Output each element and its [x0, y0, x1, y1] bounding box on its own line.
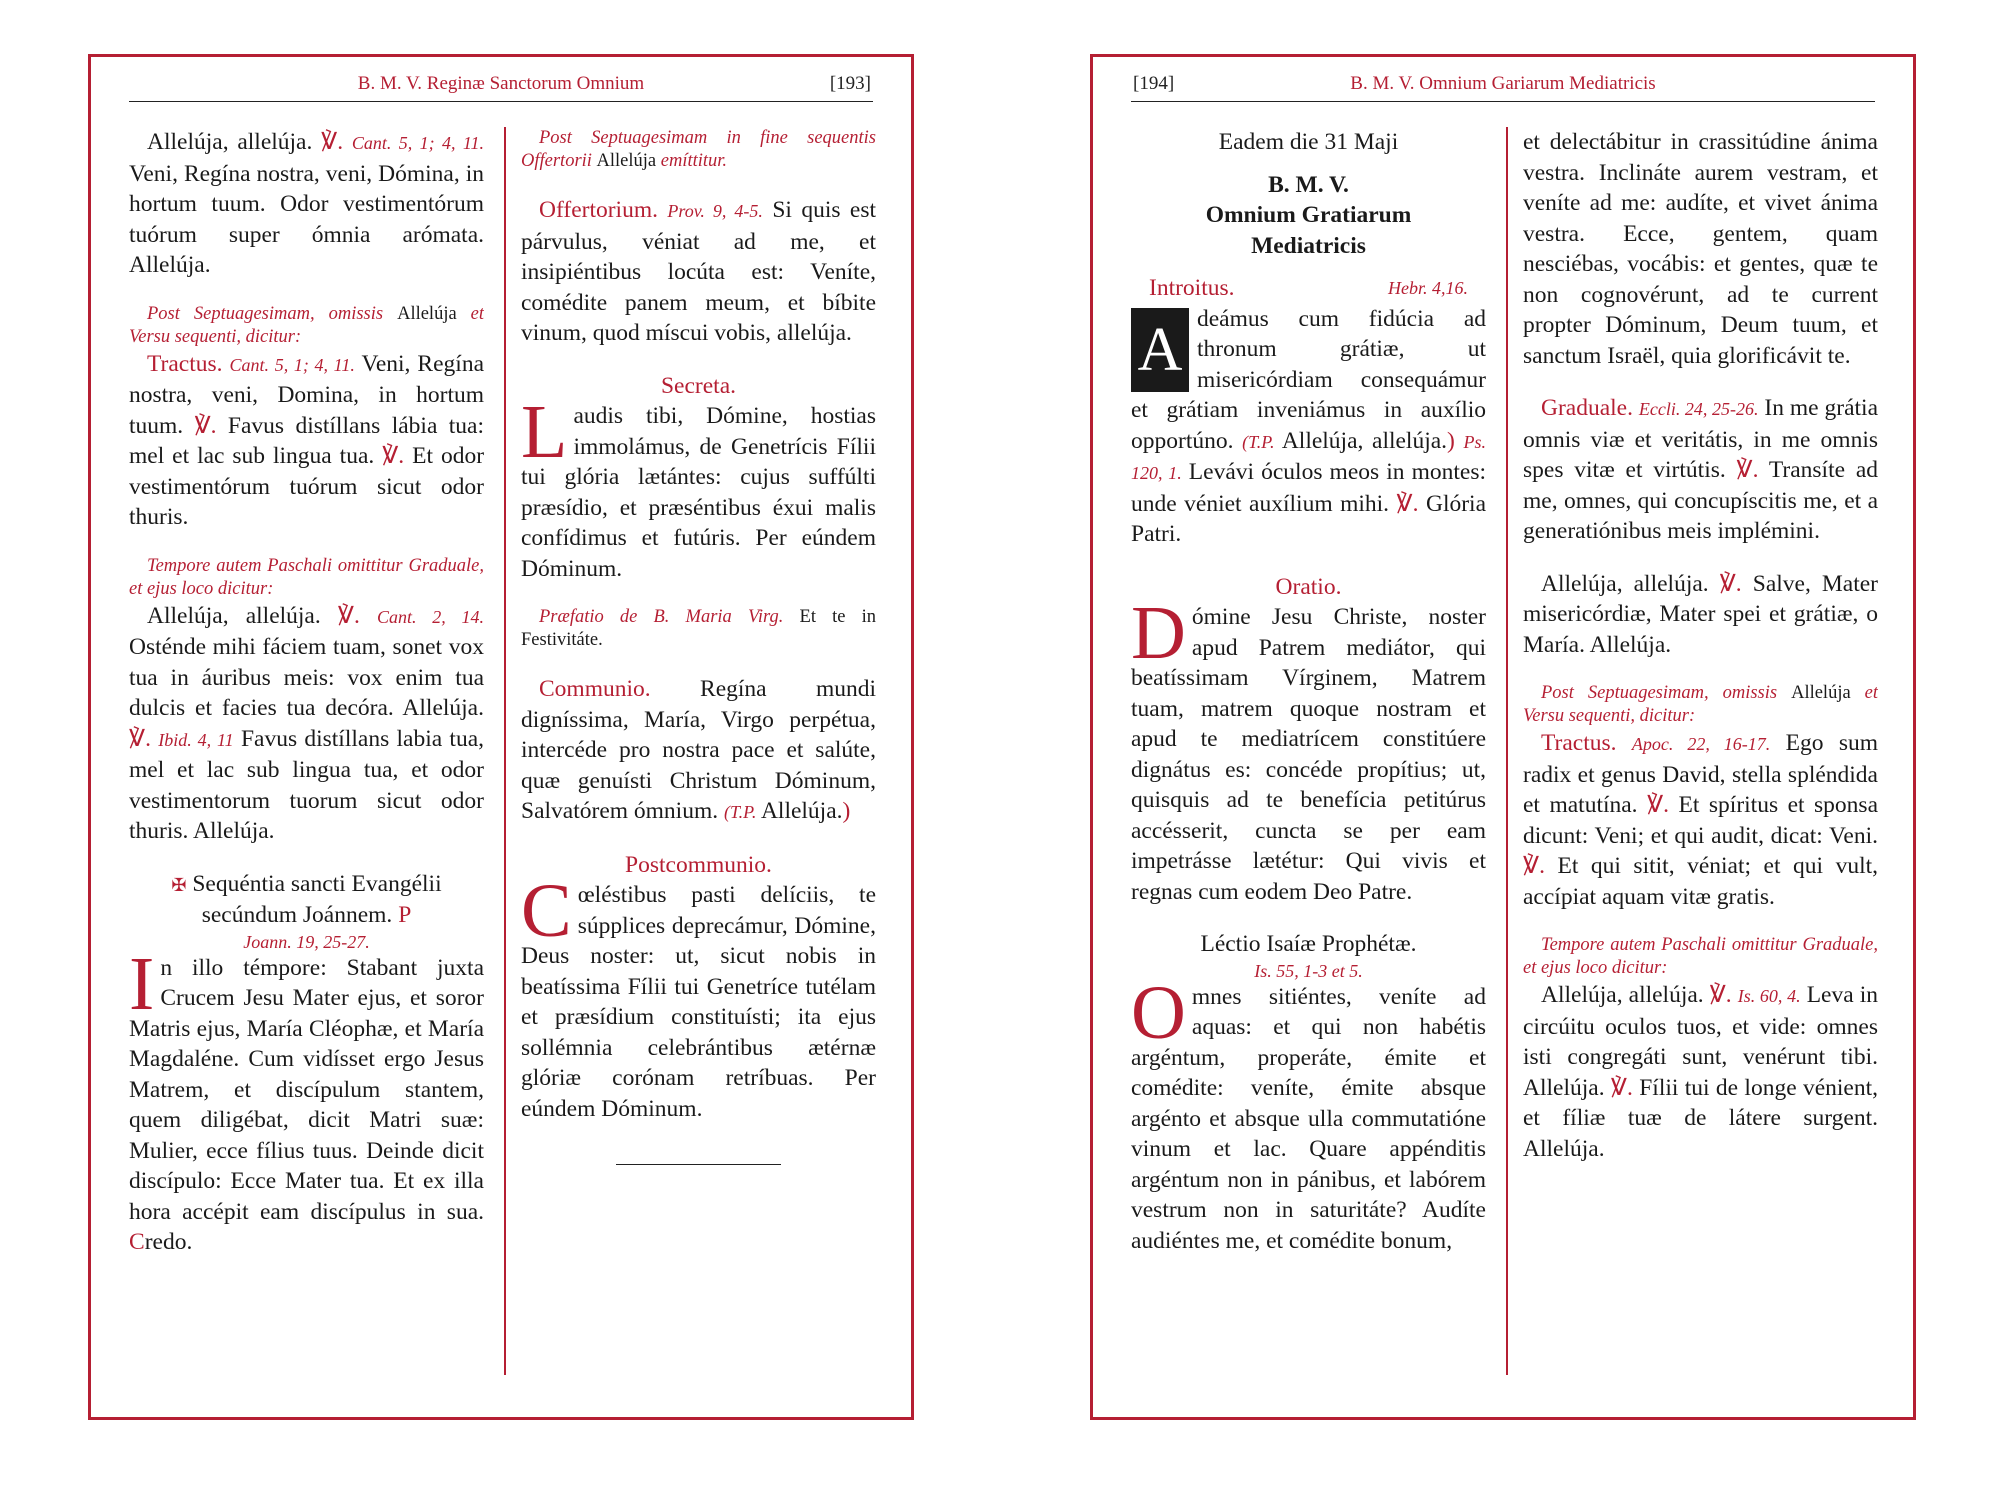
- tractus-text: Ego sum radix et genus David, stella spléndida et matutína.: [1523, 730, 1878, 818]
- date-line: Eadem die 31 Maji: [1218, 129, 1399, 155]
- postcommunio-heading: Postcommunio.: [625, 851, 772, 878]
- rubric-septuagesima: [129, 303, 484, 349]
- end-rule: [616, 1164, 781, 1165]
- rubric-upright: Allelúja: [596, 151, 657, 171]
- rubric-text: Post Septuagesimam, omissis: [147, 303, 384, 324]
- drop-cap: O: [1131, 970, 1186, 1055]
- gloria-text: Glória Patri.: [1131, 490, 1486, 547]
- cross-icon: ✠: [171, 874, 187, 895]
- left-column-1: [129, 127, 484, 1381]
- right-column-1: [1131, 127, 1486, 1381]
- gospel-title: Sequéntia sancti Evangélii: [192, 870, 442, 897]
- right-column-2: [1523, 127, 1878, 1381]
- left-column-2: [521, 127, 876, 1381]
- psalm-text: Levávi óculos meos in montes: unde véniet auxílium mihi.: [1131, 459, 1486, 517]
- offertory-text: Si quis est párvulus, véniat ad me, et insipiéntibus locúta est: Veníte, comédite panem meum, et bíbite vinum, quod míscui vobis, allelúja.: [521, 197, 876, 346]
- tractus-text: Et spíritus et sponsa dicunt: Veni; et qui audit, dicat: Veni.: [1523, 792, 1878, 849]
- postcommunio-body: œléstibus pasti delíciis, te súpplices deprecámur, Dómine, Deus noster: ut, sicut nobis in beatíssima Fílii tui Genetríce tutélam et præsídium constituísti; ita ejus sollémnia celebrántibus ætérnæ glóriæ corónam retríbuas. Per eúndem Dóminum.: [521, 882, 876, 1122]
- scripture-ref: Eccli. 24, 25-26.: [1638, 399, 1759, 419]
- alleluia-intro: Allelúja, allelúja.: [1541, 570, 1709, 597]
- tp-close: ): [1447, 427, 1455, 454]
- alleluia-intro: Allelúja, allelúja.: [147, 129, 313, 155]
- lectio-body: mnes sitiéntes, veníte ad aquas: et qui non habétis argéntum, properáte, émite et comédite: veníte, émite absque argénto et absque ulla commutatióne vinum et lac. Quare appénditis argéntum non in pánibus, et labórem vestrum non in saturitáte? Audíte audiéntes me, et comédite bonum,: [1131, 983, 1486, 1254]
- alleluia-intro: Allelúja, allelúja.: [147, 602, 321, 629]
- credo-initial: C: [129, 1229, 145, 1255]
- paschal-alleluia: [129, 601, 484, 847]
- rubric-upright: Allelúja: [397, 303, 457, 324]
- paschal-text: Fílii tui de longe vénient, et fíliæ tuæ de látere surgent. Allelúja.: [1523, 1074, 1878, 1162]
- secreta-body: audis tibi, Dómine, hostias immolámus, de Genetrícis Fílii tui glória lætántes: cujus suffúlti præsídio, et præséntibus éxui malis confídimus et futúris. Per eúndem Dóminum.: [521, 403, 876, 582]
- paschal-text: Favus distíllans labia tua, mel et lac sub lingua tua, et odor vestimentorum tuorum sicut odor thuris. Allelúja.: [129, 725, 484, 844]
- graduale-text: Transíte ad me, omnes, qui concupíscitis me, et a generatiónibus meis implémini.: [1523, 457, 1878, 544]
- paschal-alleluia: [1523, 980, 1878, 1164]
- page-header: [1131, 69, 1875, 102]
- ornate-initial: A: [1131, 308, 1189, 392]
- page-number: [193]: [829, 73, 871, 94]
- tractus-paragraph: [129, 349, 484, 533]
- scripture-ref: Cant. 5, 1; 4, 11.: [229, 354, 355, 375]
- header-title: B. M. V. Reginæ Sanctorum Omnium: [357, 73, 645, 94]
- gospel-heading: [129, 869, 484, 931]
- rubric-offertory: [521, 127, 876, 173]
- tp-mark: (T.P.: [724, 802, 757, 822]
- lectio-title: Léctio Isaíæ Prophétæ.: [1200, 931, 1417, 957]
- scripture-ref: Ibid. 4, 11: [158, 729, 234, 750]
- versicle-mark: ℣.: [382, 443, 405, 469]
- introit-heading: [1131, 273, 1486, 304]
- versicle-mark: ℣.: [194, 412, 217, 439]
- gospel-title: secúndum Joánnem.: [201, 902, 393, 928]
- scripture-ref: Prov. 9, 4-5.: [667, 201, 763, 221]
- rubric-text: Post Septuagesimam, omissis: [1541, 683, 1778, 703]
- communio-paragraph: [521, 674, 876, 828]
- versicle-mark: ℣.: [1719, 570, 1742, 597]
- feast-title: [1131, 170, 1486, 262]
- left-page: [88, 54, 914, 1420]
- offertory-paragraph: [521, 195, 876, 349]
- column-divider: [504, 127, 506, 1375]
- tp-text: Allelúja, allelúja.: [1281, 427, 1448, 454]
- right-page: [1090, 54, 1916, 1420]
- versicle-mark: ℣.: [337, 602, 360, 629]
- alleluia-paragraph: [129, 127, 484, 281]
- rubric-text: Præfatio de B. Maria Virg.: [539, 607, 784, 627]
- rubric-upright: Allelúja: [1791, 683, 1851, 703]
- rubric-text: et Versu sequenti, dicitur:: [129, 303, 484, 347]
- tractus-text: Favus distíllans lábia tua: mel et lac sub lingua tua.: [129, 412, 484, 469]
- gospel-body: n illo témpore: Stabant juxta Crucem Jesu Mater ejus, et soror Matris ejus, María Cléophæ, et María Magdaléne. Cum vidísset ergo Jesus Matrem, et discípulum stantem, quem diligébat, dicit Matri suæ: Mulier, ecce fílius tuus. Deinde dicit discípulo: Ecce Mater tua. Et ex illa hora accépit eam discípulus in sua.: [129, 954, 484, 1225]
- versicle-mark: ℣.: [1736, 457, 1759, 483]
- gospel-mark: P: [398, 902, 412, 928]
- paschal-text: Osténde mihi fáciem tuam, sonet vox tua in áuribus meis: vox enim tua dulcis et facies tua decóra. Allelúja.: [129, 634, 484, 721]
- introit-text: [1131, 304, 1486, 550]
- feast-title-line: Omnium Gratiarum: [1205, 202, 1412, 228]
- credo-rest: redo.: [144, 1229, 193, 1255]
- versicle-mark: ℣.: [1610, 1074, 1633, 1101]
- feast-title-line: Mediatricis: [1251, 232, 1366, 259]
- scripture-ref: Cant. 2, 14.: [376, 606, 484, 627]
- versicle-mark: ℣.: [321, 129, 344, 155]
- scripture-ref: Apoc. 22, 16-17.: [1631, 734, 1771, 754]
- paschal-text: Leva in circúitu oculos tuos, et vide: omnes isti congregáti sunt, venérunt tibi. Allelúja.: [1523, 982, 1878, 1101]
- versicle-mark: ℣.: [1709, 982, 1732, 1008]
- tp-text: Allelúja.: [760, 798, 843, 824]
- versicle-mark: ℣.: [1523, 853, 1545, 879]
- rubric-text: Post Septuagesimam in fine sequentis Offertorii: [521, 128, 876, 171]
- drop-cap: C: [521, 869, 572, 953]
- scripture-ref: Ps. 120, 1.: [1131, 431, 1486, 483]
- drop-cap: I: [129, 941, 155, 1026]
- feast-title-line: B. M. V.: [1268, 171, 1349, 198]
- gospel-ref: Joann. 19, 25-27.: [243, 931, 370, 952]
- header-title: B. M. V. Omnium Gariarum Mediatricis: [1350, 73, 1656, 94]
- tractus-text: Veni, Regína nostra, veni, Domina, in hortum tuum.: [129, 350, 484, 439]
- tp-mark: (T.P.: [1242, 431, 1275, 452]
- versicle-mark: ℣.: [1396, 490, 1419, 517]
- scripture-ref: Is. 60, 4.: [1737, 986, 1801, 1006]
- scripture-ref: Hebr. 4,16.: [1388, 278, 1468, 298]
- alleluia-paragraph: [1523, 569, 1878, 661]
- communio-text: Regína mundi digníssima, María, Virgo perpétua, intercéde pro nostra pace et salúte, quæ genuísti Christum Dóminum, Salvatórem ómnium.: [521, 676, 876, 824]
- tractus-label: Tractus.: [147, 350, 223, 377]
- secreta-text: [521, 390, 876, 584]
- alleluia-text: Veni, Regína nostra, veni, Dómina, in hortum tuum. Odor vestimentórum tuórum super ómnia arómata. Allelúja.: [129, 160, 484, 278]
- introit-body: deámus cum fidúcia ad thronum grátiæ, ut misericórdiam consequámur et grátiam inveniámus in auxílio opportúno.: [1131, 305, 1486, 454]
- scripture-ref: Cant. 5, 1; 4, 11.: [351, 133, 484, 153]
- graduale-text: In me grátia omnis viæ et veritátis, in me omnis spes vitæ et virtútis.: [1523, 395, 1878, 483]
- introit-label: Introitus.: [1149, 275, 1235, 301]
- secreta-heading: Secreta.: [660, 372, 737, 399]
- rubric-paschal: Tempore autem Paschali omittitur Graduale, et ejus loco dicitur:: [1523, 935, 1878, 978]
- tractus-label: Tractus.: [1541, 730, 1617, 756]
- tractus-paragraph: [1523, 728, 1878, 912]
- page-number: [194]: [1133, 73, 1175, 94]
- rubric-text: emíttitur.: [660, 151, 728, 171]
- oratio-heading: Oratio.: [1275, 573, 1342, 600]
- alleluia-intro: Allelúja, allelúja.: [1541, 982, 1704, 1008]
- versicle-mark: ℣.: [129, 725, 151, 752]
- postcommunio-text: [521, 869, 876, 1124]
- graduale-label: Graduale.: [1541, 395, 1633, 421]
- tp-close: ): [842, 798, 851, 824]
- versicle-mark: ℣.: [1647, 792, 1670, 818]
- rubric-septuagesima: [1523, 682, 1878, 728]
- lectio-ref: Is. 55, 1-3 et 5.: [1254, 960, 1363, 981]
- offertory-label: Offertorium.: [539, 197, 658, 223]
- rubric-praefatio: [521, 606, 876, 652]
- communio-label: Communio.: [539, 676, 651, 702]
- rubric-upright: Et te in Festivitáte.: [521, 607, 876, 650]
- rubric-text: et Versu sequenti, dicitur:: [1523, 683, 1878, 726]
- graduale-paragraph: [1523, 393, 1878, 547]
- oratio-body: ómine Jesu Christe, noster apud Patrem mediátor, qui beatíssimam Vírginem, Matrem tuam, matrem quoque nostram et apud te mediatrícem constitúere dignátus es: concéde propítius; ut, quisquis ad te benefícia petitúrus accésserit, cuncta se per eam impetrásse lætétur: Qui vivis et regnas cum eodem Deo Patre.: [1131, 604, 1486, 905]
- drop-cap: D: [1131, 591, 1186, 675]
- lectio-continued: et delectábitur in crassitúdine ánima vestra. Inclináte aurem vestram, et veníte ad me: audíte, et vivet ánima vestra. Ecce, gentem, quam nesciébas, vocábis: et gentes, quæ te non cognovérunt, ad te current propter Dóminum, Deum tuum, et sanctum Israël, quia glorificávit te.: [1523, 129, 1878, 369]
- tractus-text: Et qui sitit, véniat; et qui vult, accípiat aquam vitæ gratis.: [1523, 853, 1878, 910]
- alleluia-text: Salve, Mater misericórdiæ, Mater spei et grátiæ, o María. Allelúja.: [1523, 570, 1878, 658]
- rubric-paschal: Tempore autem Paschali omittitur Graduale, et ejus loco dicitur:: [129, 555, 484, 599]
- page-header: [129, 69, 873, 102]
- drop-cap: L: [521, 390, 568, 474]
- tractus-text: Et odor vestimentórum tuórum sicut odor thuris.: [129, 443, 484, 530]
- oratio-text: [1131, 591, 1486, 907]
- column-divider: [1506, 127, 1508, 1375]
